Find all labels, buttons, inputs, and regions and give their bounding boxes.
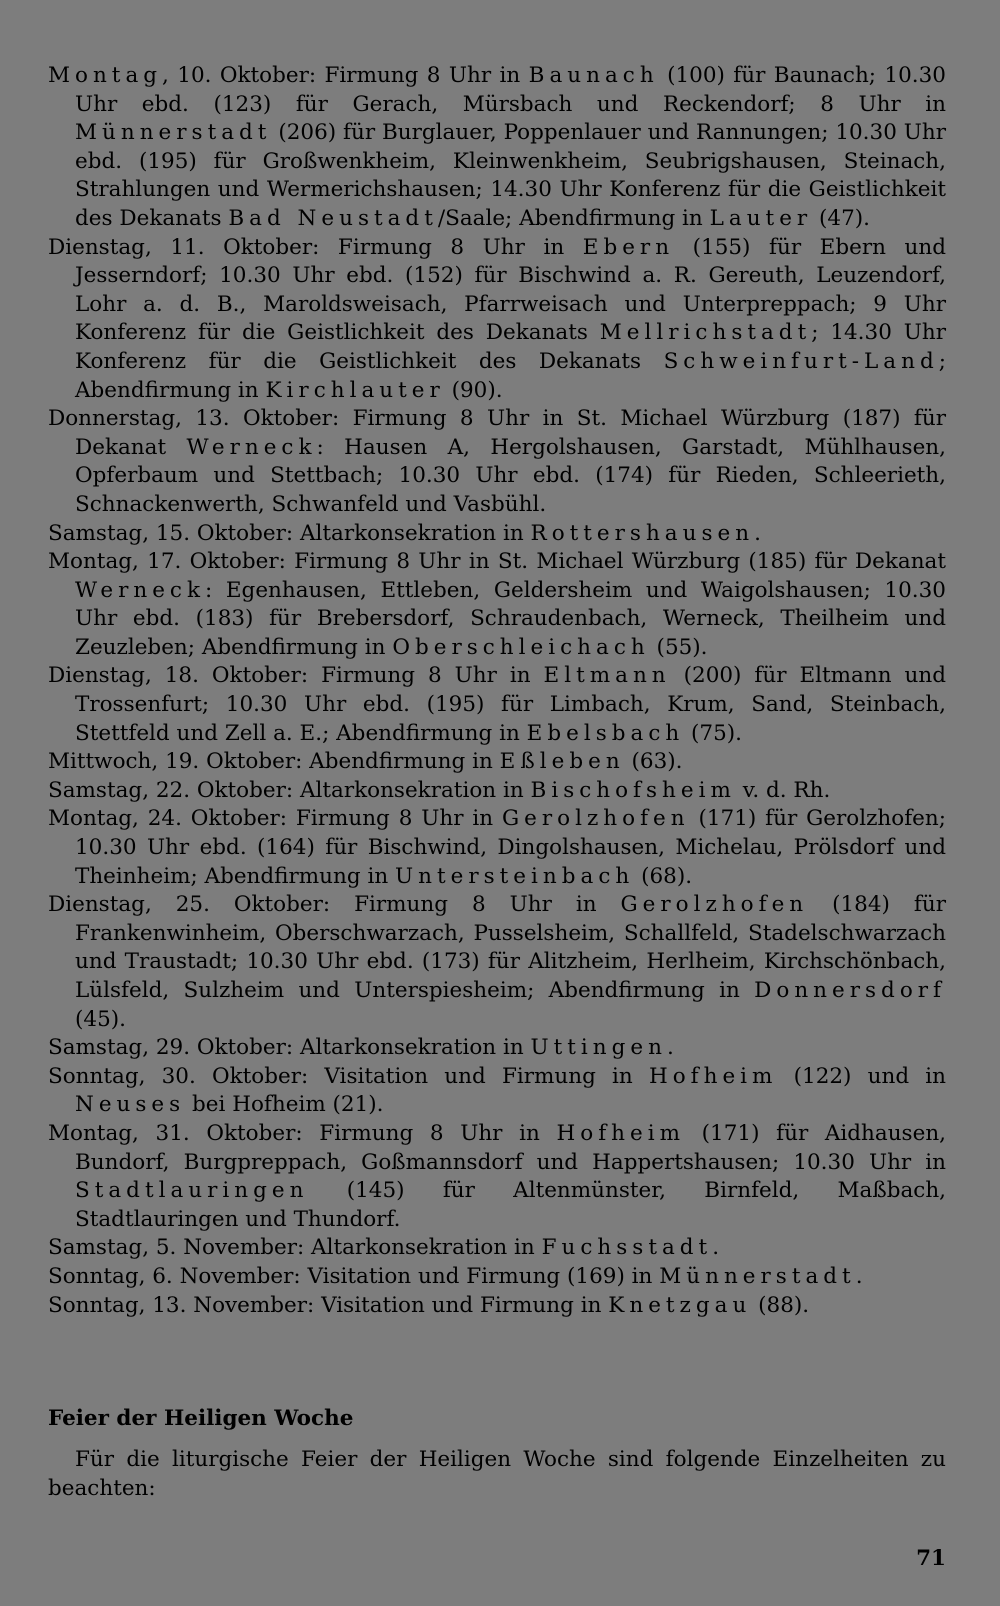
- place-name: Baunach: [528, 63, 659, 88]
- entry-text: v. d. Rh.: [735, 777, 831, 803]
- entry-text: Donnerstag, 13. Oktober: Firmung 8 Uhr in St. Michael Würzburg (187) für Dekanat: [48, 406, 946, 460]
- entry-text: (206) für Burglauer, Poppenlauer und Rannungen; 10.30 Uhr ebd. (195) für Großwenkheim, Kleinwenkheim, Seubrigshausen, Steinach, Strahlungen und Wermerichshausen; 14.30 Uhr Konferenz für die Geistlichkeit des Dekanats: [75, 120, 946, 231]
- entry-text: (100) für Baunach; 10.30 Uhr ebd. (123) für Gerach, Mürsbach und Reckendorf; 8 Uhr in: [75, 63, 946, 117]
- entry-text: (88).: [751, 1292, 810, 1318]
- place-name: Bischofsheim: [530, 777, 736, 803]
- place-name: Lauter: [709, 205, 813, 231]
- schedule-entry: [48, 234, 946, 406]
- entry-text: Sonntag, 13. November: Visitation und Firmung in: [48, 1292, 609, 1318]
- entry-text: Montag, 24. Oktober: Firmung 8 Uhr in: [48, 806, 502, 832]
- page-number: 71: [916, 1546, 946, 1571]
- place-name: Hofheim: [648, 1063, 778, 1089]
- entry-text: (55).: [649, 634, 708, 660]
- entry-text: .: [712, 1235, 720, 1261]
- entry-text: (45).: [75, 1006, 126, 1032]
- schedule-entry: [48, 405, 946, 519]
- place-name: Kirchlauter: [265, 377, 445, 403]
- entry-text: (200) für Eltmann und Trossenfurt; 10.30 Uhr ebd. (195) für Limbach, Krum, Sand, Steinbach, Stettfeld und Zell a. E.; Abendfirmung in: [75, 663, 946, 746]
- place-name: Werneck: [75, 577, 205, 603]
- entry-text: .: [855, 1263, 863, 1289]
- place-name: Stadtlauringen: [75, 1178, 309, 1204]
- place-name: Uttingen: [530, 1035, 667, 1061]
- entry-text: Dienstag, 18. Oktober: Firmung 8 Uhr in: [48, 663, 544, 689]
- place-name: Neuses: [75, 1092, 186, 1118]
- entry-text: (63).: [624, 749, 683, 775]
- place-name: Donnersdorf: [754, 978, 946, 1003]
- entry-text: , 10. Oktober: Firmung 8 Uhr in: [162, 63, 529, 88]
- entry-text: Mittwoch, 19. Oktober: Abendfirmung in: [48, 749, 500, 775]
- entry-text: (171) für Gerolzhofen; 10.30 Uhr ebd. (164) für Bischwind, Dingolshausen, Michelau, Prölsdorf und Theinheim; Abendfirmung in: [75, 806, 946, 889]
- entry-text: (155) für Ebern und Jesserndorf; 10.30 Uhr ebd. (152) für Bischwind a. R. Gereuth, Leuzendorf, Lohr a. d. B., Maroldsweisach, Pfarrweisach und Unterpreppach; 9 Uhr Konferenz für die Geistlichkeit des Dekanats: [75, 234, 946, 346]
- place-name: Bad Neustadt: [228, 205, 438, 231]
- place-name: Fuchsstadt: [541, 1235, 713, 1261]
- schedule-list: [48, 62, 946, 1320]
- entry-text: (68).: [634, 863, 693, 889]
- place-name: Schweinfurt-Land: [663, 348, 939, 374]
- place-name: Hofheim: [556, 1120, 685, 1146]
- place-name: Ebern: [582, 234, 675, 260]
- entry-text: bei Hofheim (21).: [185, 1092, 384, 1118]
- entry-text: (75).: [684, 720, 743, 746]
- schedule-entry: [48, 1034, 946, 1063]
- place-name: Gerolzhofen: [501, 806, 690, 832]
- entry-text: (184) für Frankenwinheim, Oberschwarzach, Pusselsheim, Schallfeld, Stadelschwarzach und Traustadt; 10.30 Uhr ebd. (173) für Alitzheim, Herlheim, Kirchschönbach, Lülsfeld, Sulzheim und Unterspiesheim; Abendfirmung in: [75, 892, 946, 1003]
- schedule-entry: [48, 1292, 946, 1321]
- entry-text: (90).: [444, 377, 503, 403]
- entry-text: Montag, 31. Oktober: Firmung 8 Uhr in: [48, 1120, 557, 1146]
- entry-text: : Hausen A, Hergolshausen, Garstadt, Mühlhausen, Opferbaum und Stettbach; 10.30 Uhr ebd. (174) für Rieden, Schleerieth, Schnackenwerth, Schwanfeld und Vasbühl.: [75, 434, 946, 517]
- place-name: Knetzgau: [608, 1292, 752, 1318]
- place-name: Untersteinbach: [395, 863, 635, 889]
- entry-text: Samstag, 29. Oktober: Altarkonsekration in: [48, 1035, 531, 1061]
- entry-text: (145) für Altenmünster, Birnfeld, Maßbach, Stadtlauringen und Thundorf.: [75, 1178, 946, 1232]
- place-name: Münnerstadt: [659, 1263, 856, 1289]
- entry-text: (122) und in: [777, 1063, 946, 1089]
- place-name: Werneck: [186, 434, 317, 460]
- place-name: Rottershausen: [530, 520, 755, 546]
- entry-text: Samstag, 15. Oktober: Altarkonsekration in: [48, 520, 531, 546]
- schedule-entry: [48, 805, 946, 891]
- entry-text: Samstag, 5. November: Altarkonsekration in: [48, 1235, 542, 1261]
- schedule-entry: [48, 891, 946, 1034]
- entry-text: Dienstag, 25. Oktober: Firmung 8 Uhr in: [48, 892, 621, 918]
- place-name: Münnerstadt: [75, 120, 272, 146]
- entry-text: Dienstag, 11. Oktober: Firmung 8 Uhr in: [48, 234, 583, 260]
- entry-text: ; Abendfirmung in: [75, 348, 946, 403]
- place-name: Eßleben: [499, 749, 625, 775]
- schedule-entry: [48, 1063, 946, 1120]
- entry-text: Sonntag, 30. Oktober: Visitation und Firmung in: [48, 1063, 649, 1089]
- entry-text: Sonntag, 6. November: Visitation und Firmung (169) in: [48, 1263, 660, 1289]
- entry-text: Montag, 17. Oktober: Firmung 8 Uhr in St. Michael Würzburg (185) für Dekanat: [48, 549, 946, 575]
- entry-text: Samstag, 22. Oktober: Altarkonsekration in: [48, 777, 531, 803]
- schedule-entry: [48, 1234, 946, 1263]
- section-heading: Feier der Heiligen Woche: [48, 1406, 354, 1431]
- schedule-entry: [48, 662, 946, 748]
- schedule-entry: [48, 548, 946, 662]
- entry-text: ; 14.30 Uhr Konferenz für die Geistlichkeit des Dekanats: [75, 320, 946, 374]
- schedule-entry: [48, 777, 946, 806]
- schedule-entry: [48, 1120, 946, 1234]
- entry-text: .: [754, 520, 761, 546]
- entry-text: : Egenhausen, Ettleben, Geldersheim und Waigolshausen; 10.30 Uhr ebd. (183) für Brebersdorf, Schraudenbach, Werneck, Theilheim und Zeuzleben; Abendfirmung in: [75, 577, 946, 660]
- schedule-entry: [48, 1263, 946, 1292]
- place-name: Montag: [48, 63, 163, 88]
- place-name: Oberschleichach: [392, 634, 650, 660]
- schedule-entry: [48, 62, 946, 234]
- intro-paragraph: Für die liturgische Feier der Heiligen Woche sind folgende Einzelheiten zu beachten:: [48, 1447, 946, 1501]
- entry-text: (171) für Aidhausen, Bundorf, Burgpreppach, Goßmannsdorf und Happertshausen; 10.30 Uhr in: [75, 1120, 946, 1175]
- place-name: Eltmann: [543, 663, 671, 689]
- schedule-entry: [48, 748, 946, 777]
- entry-text: (47).: [812, 205, 871, 231]
- entry-text: .: [666, 1035, 674, 1061]
- place-name: Gerolzhofen: [620, 892, 809, 918]
- schedule-entry: [48, 520, 946, 549]
- place-name: Mellrichstadt: [599, 320, 812, 346]
- entry-text: /Saale; Abendfirmung in: [437, 205, 710, 231]
- place-name: Ebelsbach: [526, 720, 685, 746]
